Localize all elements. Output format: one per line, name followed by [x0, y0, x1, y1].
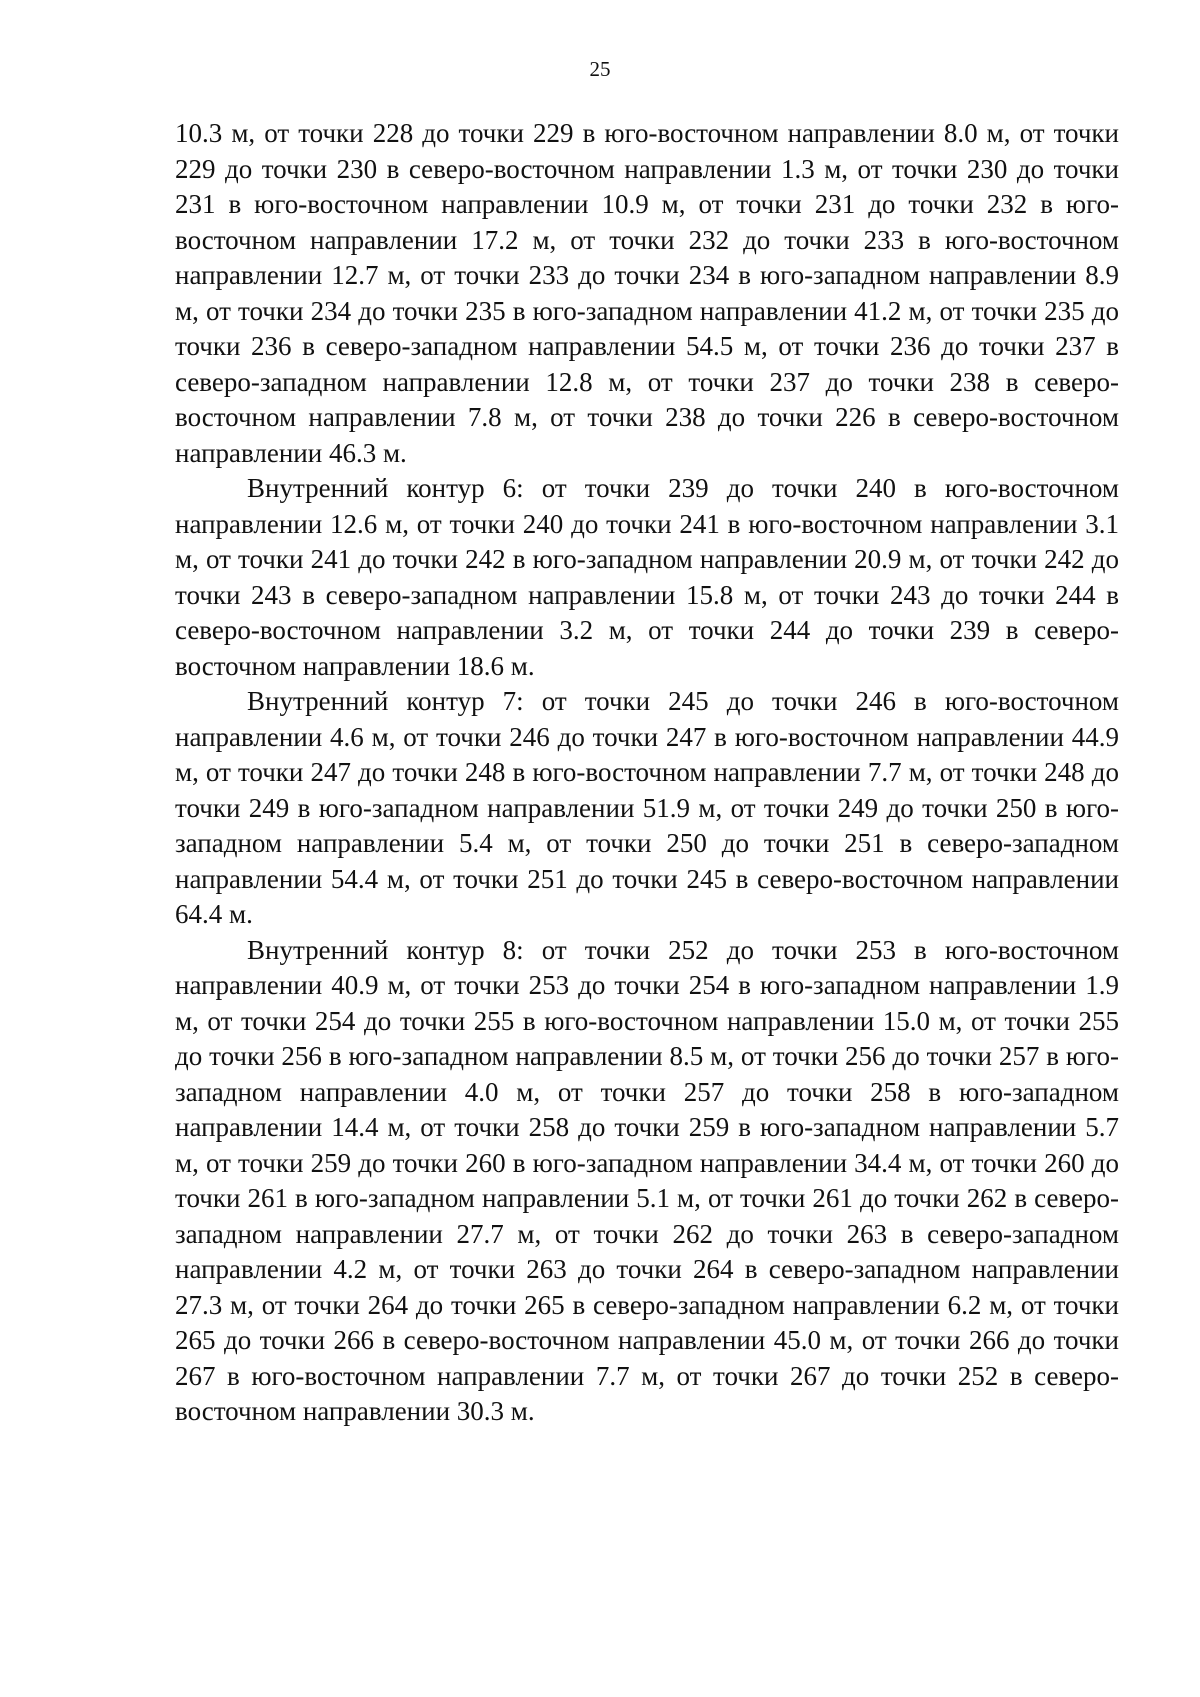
paragraph-contour-continuation: 10.3 м, от точки 228 до точки 229 в юго-восточном направлении 8.0 м, от точки 229 до точки 230 в северо-восточном направлении 1.3 м, от точки 230 до точки 231 в юго-восточном направлении 10.9 м, от точки 231 до точки 232 в юго-восточном направлении 17.2 м, от точки 232 до точки 233 в юго-восточном направлении 12.7 м, от точки 233 до точки 234 в юго-западном направлении 8.9 м, от точки 234 до точки 235 в юго-западном направлении 41.2 м, от точки 235 до точки 236 в северо-западном направлении 54.5 м, от точки 236 до точки 237 в северо-западном направлении 12.8 м, от точки 237 до точки 238 в северо-восточном направлении 7.8 м, от точки 238 до точки 226 в северо-восточном направлении 46.3 м. — [175, 118, 1119, 468]
paragraph-inner-contour-6: Внутренний контур 6: от точки 239 до точки 240 в юго-восточном направлении 12.6 м, от точки 240 до точки 241 в юго-восточном направлении 3.1 м, от точки 241 до точки 242 в юго-западном направлении 20.9 м, от точки 242 до точки 243 в северо-западном направлении 15.8 м, от точки 243 до точки 244 в северо-восточном направлении 3.2 м, от точки 244 до точки 239 в северо-восточном направлении 18.6 м. — [175, 473, 1119, 681]
page-number: 25 — [589, 57, 611, 81]
document-body — [175, 116, 1119, 1430]
paragraph-inner-contour-7: Внутренний контур 7: от точки 245 до точки 246 в юго-восточном направлении 4.6 м, от точки 246 до точки 247 в юго-восточном направлении 44.9 м, от точки 247 до точки 248 в юго-восточном направлении 7.7 м, от точки 248 до точки 249 в юго-западном направлении 51.9 м, от точки 249 до точки 250 в юго-западном направлении 5.4 м, от точки 250 до точки 251 в северо-западном направлении 54.4 м, от точки 251 до точки 245 в северо-восточном направлении 64.4 м. — [175, 686, 1119, 929]
paragraph-inner-contour-8: Внутренний контур 8: от точки 252 до точки 253 в юго-восточном направлении 40.9 м, от точки 253 до точки 254 в юго-западном направлении 1.9 м, от точки 254 до точки 255 в юго-восточном направлении 15.0 м, от точки 255 до точки 256 в юго-западном направлении 8.5 м, от точки 256 до точки 257 в юго-западном направлении 4.0 м, от точки 257 до точки 258 в юго-западном направлении 14.4 м, от точки 258 до точки 259 в юго-западном направлении 5.7 м, от точки 259 до точки 260 в юго-западном направлении 34.4 м, от точки 260 до точки 261 в юго-западном направлении 5.1 м, от точки 261 до точки 262 в северо-западном направлении 27.7 м, от точки 262 до точки 263 в северо-западном направлении 4.2 м, от точки 263 до точки 264 в северо-западном направлении 27.3 м, от точки 264 до точки 265 в северо-западном направлении 6.2 м, от точки 265 до точки 266 в северо-восточном направлении 45.0 м, от точки 266 до точки 267 в юго-восточном направлении 7.7 м, от точки 267 до точки 252 в северо-восточном направлении 30.3 м. — [175, 934, 1119, 1426]
